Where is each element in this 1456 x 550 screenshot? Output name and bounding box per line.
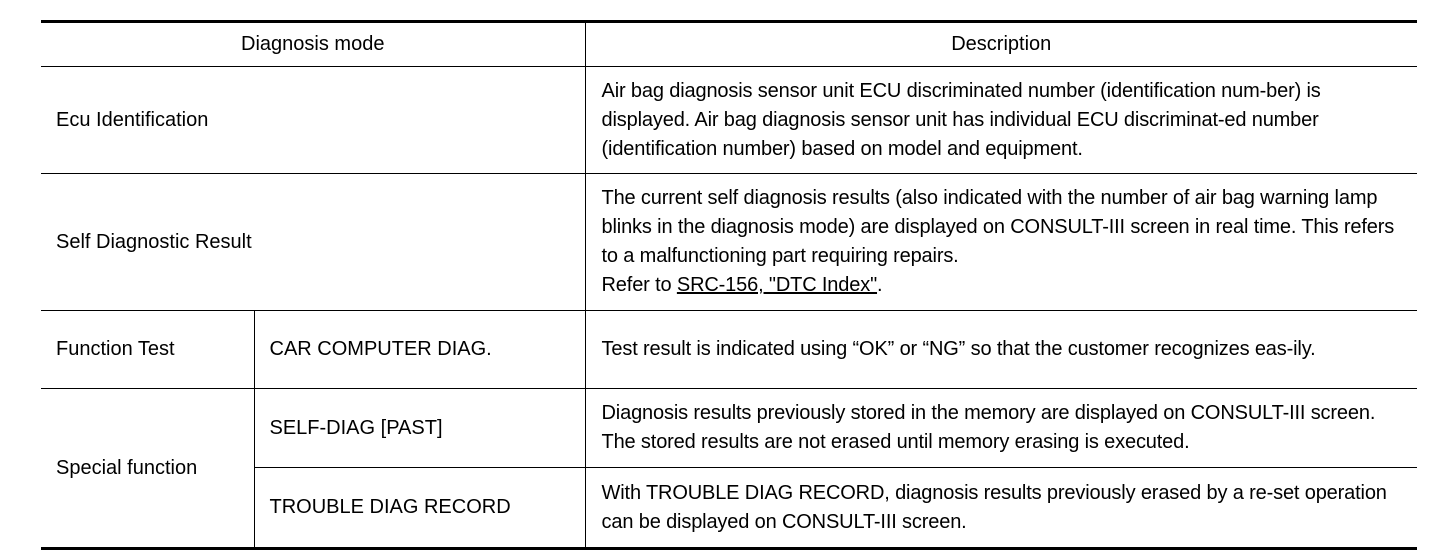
table-header-row	[41, 22, 1417, 67]
header-description: Description	[585, 22, 1417, 67]
mode-special-function: Special function	[41, 389, 254, 549]
submode-self-diag-past: SELF-DIAG [PAST]	[254, 389, 585, 468]
table-row	[41, 389, 1417, 468]
table-row	[41, 311, 1417, 389]
mode-ecu-identification: Ecu Identification	[41, 67, 585, 174]
description-ecu-identification: Air bag diagnosis sensor unit ECU discriminated number (identification num-ber) is displayed. Air bag diagnosis sensor unit has individual ECU discriminat-ed number (identification number) based on model and equipment.	[585, 67, 1417, 174]
table-row	[41, 174, 1417, 311]
mode-function-test: Function Test	[41, 311, 254, 389]
submode-car-computer-diag: CAR COMPUTER DIAG.	[254, 311, 585, 389]
sdr-refer-prefix: Refer to	[601, 274, 677, 296]
dtc-index-link[interactable]: SRC-156, "DTC Index"	[676, 274, 878, 296]
mode-self-diagnostic-result: Self Diagnostic Result	[41, 174, 585, 311]
submode-trouble-diag-record: TROUBLE DIAG RECORD	[254, 468, 585, 549]
description-self-diagnostic-result	[585, 174, 1417, 311]
description-function-test: Test result is indicated using “OK” or “NG” so that the customer recognizes eas-ily.	[585, 311, 1417, 389]
table-row	[41, 67, 1417, 174]
sdr-refer-suffix: .	[877, 274, 883, 296]
description-trouble-diag-record: With TROUBLE DIAG RECORD, diagnosis results previously erased by a re-set operation can be displayed on CONSULT-III screen.	[585, 468, 1417, 549]
sdr-description-text: The current self diagnosis results (also indicated with the number of air bag warning lamp blinks in the diagnosis mode) are displayed on CONSULT-III screen in real time. This refers to a malfunctioning part requiring repairs.	[601, 187, 1395, 267]
header-diagnosis-mode: Diagnosis mode	[41, 22, 585, 67]
description-self-diag-past: Diagnosis results previously stored in the memory are displayed on CONSULT-III screen. The stored results are not erased until memory erasing is executed.	[585, 389, 1417, 468]
diagnosis-mode-table	[41, 20, 1417, 550]
